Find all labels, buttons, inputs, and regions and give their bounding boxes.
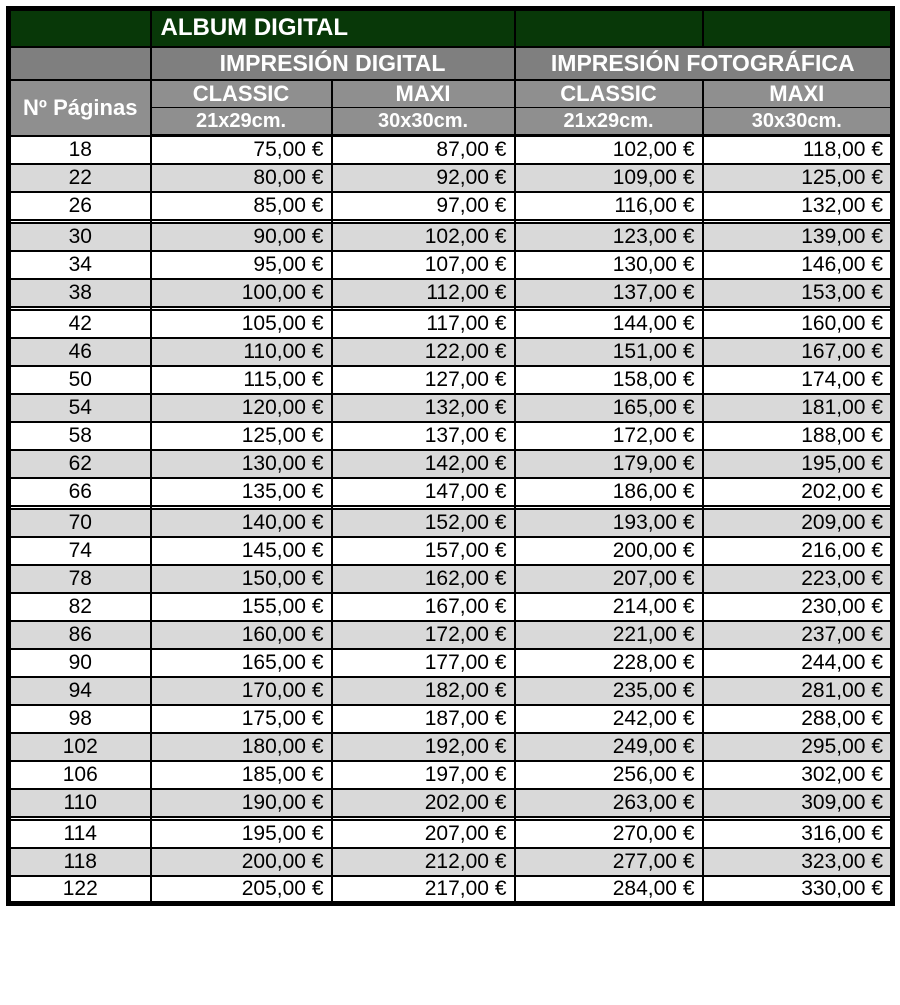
- digital-classic-price-cell: 200,00 €: [151, 848, 332, 876]
- price-table: [6, 6, 895, 906]
- table-row: [9, 422, 893, 450]
- digital-maxi-price-cell: 202,00 €: [332, 789, 515, 817]
- table-row: [9, 761, 893, 789]
- pages-cell: 78: [9, 565, 151, 593]
- table-row: [9, 164, 893, 192]
- table-row: [9, 593, 893, 621]
- pages-column-header: Nº Páginas: [9, 80, 151, 136]
- group-digital-header: IMPRESIÓN DIGITAL: [151, 47, 515, 80]
- pages-cell: 70: [9, 509, 151, 537]
- foto-maxi-price-cell: 237,00 €: [703, 621, 893, 649]
- pages-cell: 110: [9, 789, 151, 817]
- digital-maxi-price-cell: 127,00 €: [332, 366, 515, 394]
- table-row: [9, 338, 893, 366]
- digital-classic-price-cell: 135,00 €: [151, 478, 332, 506]
- digital-maxi-price-cell: 107,00 €: [332, 251, 515, 279]
- foto-classic-price-cell: 235,00 €: [515, 677, 703, 705]
- foto-classic-price-cell: 158,00 €: [515, 366, 703, 394]
- digital-classic-price-cell: 95,00 €: [151, 251, 332, 279]
- digital-classic-price-cell: 85,00 €: [151, 192, 332, 220]
- pages-cell: 38: [9, 279, 151, 307]
- foto-maxi-price-cell: 174,00 €: [703, 366, 893, 394]
- foto-maxi-price-cell: 125,00 €: [703, 164, 893, 192]
- pages-cell: 74: [9, 537, 151, 565]
- pages-cell: 90: [9, 649, 151, 677]
- digital-maxi-price-cell: 87,00 €: [332, 136, 515, 164]
- foto-maxi-price-cell: 181,00 €: [703, 394, 893, 422]
- digital-maxi-price-cell: 157,00 €: [332, 537, 515, 565]
- foto-classic-price-cell: 284,00 €: [515, 876, 703, 904]
- foto-classic-price-cell: 102,00 €: [515, 136, 703, 164]
- digital-maxi-price-cell: 142,00 €: [332, 450, 515, 478]
- digital-maxi-price-cell: 212,00 €: [332, 848, 515, 876]
- foto-classic-price-cell: 137,00 €: [515, 279, 703, 307]
- foto-maxi-price-cell: 295,00 €: [703, 733, 893, 761]
- pages-cell: 54: [9, 394, 151, 422]
- digital-classic-price-cell: 140,00 €: [151, 509, 332, 537]
- digital-maxi-price-cell: 147,00 €: [332, 478, 515, 506]
- foto-maxi-price-cell: 223,00 €: [703, 565, 893, 593]
- digital-maxi-header: MAXI: [332, 80, 515, 108]
- pages-cell: 118: [9, 848, 151, 876]
- table-row: [9, 876, 893, 904]
- foto-classic-price-cell: 151,00 €: [515, 338, 703, 366]
- pages-cell: 22: [9, 164, 151, 192]
- foto-classic-price-cell: 214,00 €: [515, 593, 703, 621]
- digital-classic-price-cell: 170,00 €: [151, 677, 332, 705]
- title-blank-cell: [9, 9, 151, 47]
- pages-cell: 94: [9, 677, 151, 705]
- fotografica-classic-header: CLASSIC: [515, 80, 703, 108]
- pages-cell: 86: [9, 621, 151, 649]
- pages-cell: 66: [9, 478, 151, 506]
- digital-maxi-price-cell: 207,00 €: [332, 820, 515, 848]
- pages-cell: 46: [9, 338, 151, 366]
- foto-maxi-price-cell: 209,00 €: [703, 509, 893, 537]
- digital-maxi-price-cell: 172,00 €: [332, 621, 515, 649]
- table-row: [9, 537, 893, 565]
- foto-classic-price-cell: 256,00 €: [515, 761, 703, 789]
- digital-maxi-price-cell: 187,00 €: [332, 705, 515, 733]
- foto-maxi-price-cell: 316,00 €: [703, 820, 893, 848]
- digital-maxi-price-cell: 167,00 €: [332, 593, 515, 621]
- foto-maxi-price-cell: 195,00 €: [703, 450, 893, 478]
- foto-maxi-price-cell: 167,00 €: [703, 338, 893, 366]
- foto-maxi-price-cell: 188,00 €: [703, 422, 893, 450]
- title-blank-cell: [703, 9, 893, 47]
- foto-classic-price-cell: 165,00 €: [515, 394, 703, 422]
- foto-maxi-price-cell: 281,00 €: [703, 677, 893, 705]
- foto-classic-price-cell: 207,00 €: [515, 565, 703, 593]
- group-fotografica-header: IMPRESIÓN FOTOGRÁFICA: [515, 47, 893, 80]
- foto-classic-price-cell: 172,00 €: [515, 422, 703, 450]
- pages-cell: 34: [9, 251, 151, 279]
- table-row: [9, 820, 893, 848]
- digital-classic-price-cell: 165,00 €: [151, 649, 332, 677]
- pages-cell: 30: [9, 223, 151, 251]
- table-row: [9, 450, 893, 478]
- digital-classic-price-cell: 160,00 €: [151, 621, 332, 649]
- fotografica-maxi-header: MAXI: [703, 80, 893, 108]
- table-row: [9, 677, 893, 705]
- foto-classic-price-cell: 144,00 €: [515, 310, 703, 338]
- pages-cell: 106: [9, 761, 151, 789]
- foto-classic-price-cell: 193,00 €: [515, 509, 703, 537]
- foto-classic-price-cell: 186,00 €: [515, 478, 703, 506]
- foto-classic-price-cell: 277,00 €: [515, 848, 703, 876]
- foto-classic-price-cell: 179,00 €: [515, 450, 703, 478]
- digital-classic-price-cell: 150,00 €: [151, 565, 332, 593]
- digital-classic-price-cell: 80,00 €: [151, 164, 332, 192]
- foto-classic-price-cell: 263,00 €: [515, 789, 703, 817]
- table-row: [9, 705, 893, 733]
- foto-maxi-price-cell: 118,00 €: [703, 136, 893, 164]
- pages-cell: 98: [9, 705, 151, 733]
- digital-maxi-price-cell: 122,00 €: [332, 338, 515, 366]
- digital-classic-price-cell: 115,00 €: [151, 366, 332, 394]
- digital-maxi-price-cell: 217,00 €: [332, 876, 515, 904]
- digital-classic-price-cell: 145,00 €: [151, 537, 332, 565]
- foto-classic-price-cell: 242,00 €: [515, 705, 703, 733]
- pages-cell: 42: [9, 310, 151, 338]
- fotografica-maxi-size: 30x30cm.: [703, 108, 893, 136]
- digital-classic-price-cell: 90,00 €: [151, 223, 332, 251]
- foto-classic-price-cell: 123,00 €: [515, 223, 703, 251]
- digital-maxi-price-cell: 197,00 €: [332, 761, 515, 789]
- foto-classic-price-cell: 109,00 €: [515, 164, 703, 192]
- pages-cell: 114: [9, 820, 151, 848]
- digital-maxi-price-cell: 192,00 €: [332, 733, 515, 761]
- digital-classic-price-cell: 120,00 €: [151, 394, 332, 422]
- digital-maxi-size: 30x30cm.: [332, 108, 515, 136]
- foto-maxi-price-cell: 330,00 €: [703, 876, 893, 904]
- foto-maxi-price-cell: 302,00 €: [703, 761, 893, 789]
- digital-maxi-price-cell: 112,00 €: [332, 279, 515, 307]
- fotografica-classic-size: 21x29cm.: [515, 108, 703, 136]
- digital-classic-price-cell: 130,00 €: [151, 450, 332, 478]
- pages-cell: 18: [9, 136, 151, 164]
- digital-classic-price-cell: 190,00 €: [151, 789, 332, 817]
- digital-classic-price-cell: 175,00 €: [151, 705, 332, 733]
- foto-maxi-price-cell: 132,00 €: [703, 192, 893, 220]
- table-row: [9, 251, 893, 279]
- foto-classic-price-cell: 249,00 €: [515, 733, 703, 761]
- digital-classic-header: CLASSIC: [151, 80, 332, 108]
- table-row: [9, 136, 893, 164]
- pages-cell: 102: [9, 733, 151, 761]
- foto-classic-price-cell: 228,00 €: [515, 649, 703, 677]
- table-row: [9, 223, 893, 251]
- digital-maxi-price-cell: 162,00 €: [332, 565, 515, 593]
- pages-cell: 122: [9, 876, 151, 904]
- table-row: [9, 394, 893, 422]
- price-table-body: [9, 136, 893, 904]
- pages-cell: 58: [9, 422, 151, 450]
- title-blank-cell: [515, 9, 703, 47]
- foto-maxi-price-cell: 146,00 €: [703, 251, 893, 279]
- foto-maxi-price-cell: 139,00 €: [703, 223, 893, 251]
- table-row: [9, 848, 893, 876]
- table-row: [9, 192, 893, 220]
- digital-maxi-price-cell: 97,00 €: [332, 192, 515, 220]
- digital-classic-price-cell: 155,00 €: [151, 593, 332, 621]
- digital-classic-price-cell: 100,00 €: [151, 279, 332, 307]
- table-row: [9, 733, 893, 761]
- table-row: [9, 649, 893, 677]
- digital-classic-size: 21x29cm.: [151, 108, 332, 136]
- foto-maxi-price-cell: 323,00 €: [703, 848, 893, 876]
- digital-maxi-price-cell: 92,00 €: [332, 164, 515, 192]
- foto-maxi-price-cell: 160,00 €: [703, 310, 893, 338]
- pages-cell: 50: [9, 366, 151, 394]
- pages-cell: 62: [9, 450, 151, 478]
- digital-classic-price-cell: 185,00 €: [151, 761, 332, 789]
- foto-classic-price-cell: 200,00 €: [515, 537, 703, 565]
- table-row: [9, 621, 893, 649]
- foto-classic-price-cell: 116,00 €: [515, 192, 703, 220]
- digital-classic-price-cell: 105,00 €: [151, 310, 332, 338]
- table-row: [9, 789, 893, 817]
- table-row: [9, 310, 893, 338]
- title-row: [9, 9, 893, 47]
- digital-classic-price-cell: 125,00 €: [151, 422, 332, 450]
- table-row: [9, 279, 893, 307]
- digital-classic-price-cell: 180,00 €: [151, 733, 332, 761]
- digital-classic-price-cell: 205,00 €: [151, 876, 332, 904]
- pages-cell: 82: [9, 593, 151, 621]
- foto-maxi-price-cell: 244,00 €: [703, 649, 893, 677]
- digital-maxi-price-cell: 132,00 €: [332, 394, 515, 422]
- foto-classic-price-cell: 221,00 €: [515, 621, 703, 649]
- digital-maxi-price-cell: 117,00 €: [332, 310, 515, 338]
- subheader-row: [9, 80, 893, 108]
- table-row: [9, 565, 893, 593]
- digital-maxi-price-cell: 182,00 €: [332, 677, 515, 705]
- foto-maxi-price-cell: 216,00 €: [703, 537, 893, 565]
- foto-maxi-price-cell: 309,00 €: [703, 789, 893, 817]
- foto-classic-price-cell: 270,00 €: [515, 820, 703, 848]
- table-row: [9, 509, 893, 537]
- group-header-row: [9, 47, 893, 80]
- foto-classic-price-cell: 130,00 €: [515, 251, 703, 279]
- table-row: [9, 478, 893, 506]
- table-row: [9, 366, 893, 394]
- digital-maxi-price-cell: 152,00 €: [332, 509, 515, 537]
- pages-cell: 26: [9, 192, 151, 220]
- digital-maxi-price-cell: 102,00 €: [332, 223, 515, 251]
- digital-classic-price-cell: 195,00 €: [151, 820, 332, 848]
- digital-maxi-price-cell: 177,00 €: [332, 649, 515, 677]
- foto-maxi-price-cell: 230,00 €: [703, 593, 893, 621]
- group-blank-cell: [9, 47, 151, 80]
- foto-maxi-price-cell: 288,00 €: [703, 705, 893, 733]
- digital-classic-price-cell: 75,00 €: [151, 136, 332, 164]
- foto-maxi-price-cell: 153,00 €: [703, 279, 893, 307]
- foto-maxi-price-cell: 202,00 €: [703, 478, 893, 506]
- digital-maxi-price-cell: 137,00 €: [332, 422, 515, 450]
- digital-classic-price-cell: 110,00 €: [151, 338, 332, 366]
- album-title: ALBUM DIGITAL: [151, 9, 515, 47]
